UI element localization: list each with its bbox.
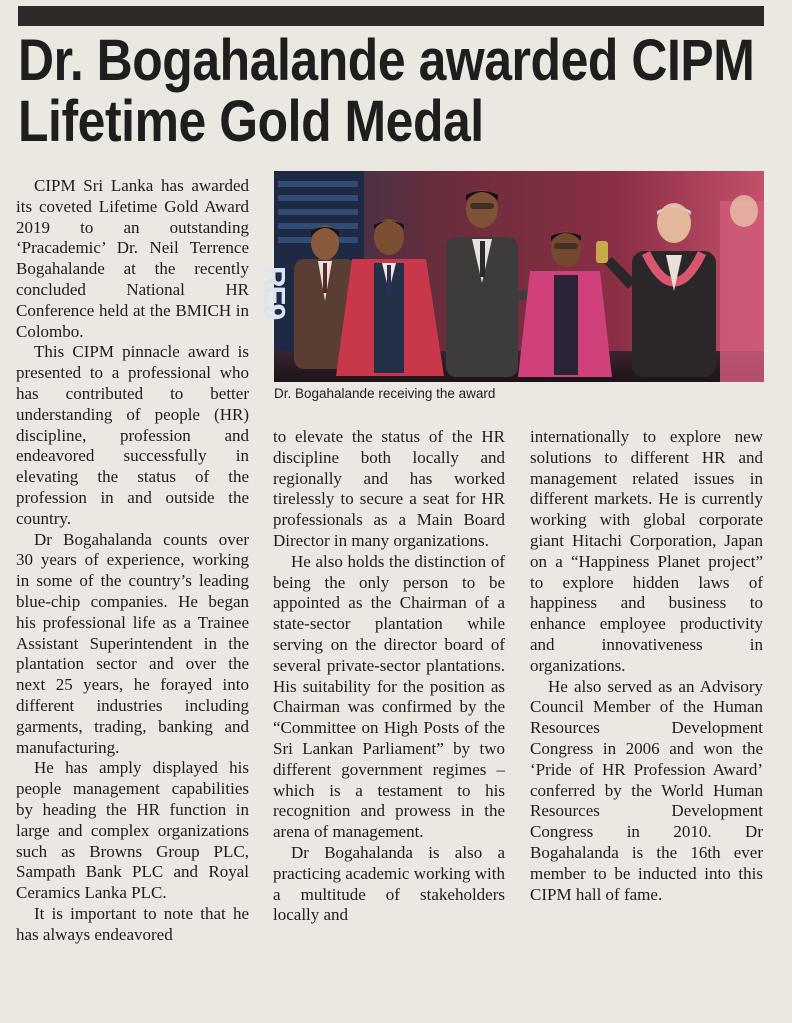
paragraph: CIPM Sri Lanka has awarded its coveted Lifetime Gold Award 2019 to an outstanding ‘Pracademic’ Dr. Neil Terrence Bogahalande at the recently concluded National HR Conference held at the BMICH in Colombo.	[16, 176, 249, 341]
award-photo-illustration	[257, 171, 764, 382]
photo-caption: Dr. Bogahalande receiving the award	[274, 386, 496, 401]
headline-line-2: Lifetime Gold Medal	[18, 89, 484, 154]
article-column-1	[16, 176, 249, 945]
backdrop-text: RE9	[257, 266, 291, 319]
paragraph: Dr Bogahalanda counts over 30 years of experience, working in some of the country’s leading blue-chip companies. He began his professional life as a Trainee Assistant Superintendent in the plantation sector and over the next 25 years, he forayed into different industries including garments, trading, banking and manufacturing.	[16, 529, 249, 757]
paragraph: He also holds the distinction of being the only person to be appointed as the Chairman of a state-sector plantation while serving on the director board of several private-sector plantations. His suitability for the position as Chairman was confirmed by the “Committee on High Posts of the Sri Lankan Parliament” by two different government regimes – which is a testament to his recognition and prowess in the arena of management.	[273, 551, 505, 842]
paragraph: It is important to note that he has always endeavored	[16, 903, 249, 944]
headline	[18, 28, 755, 154]
paragraph: He also served as an Advisory Council Member of the Human Resources Development Congress in 2006 and won the ‘Pride of HR Profession Award’ conferred by the World Human Resources Development Congress in 2010. Dr Bogahalanda is the 16th ever member to be inducted into this CIPM hall of fame.	[530, 676, 763, 904]
paragraph: This CIPM pinnacle award is presented to a professional who has contributed to better understanding of people (HR) discipline, profession and endeavored successfully in elevating the status of the profession in and outside the country.	[16, 342, 249, 528]
paragraph: to elevate the status of the HR discipline both locally and regionally and has worked tirelessly to secure a seat for HR professionals as a Main Board Director in many organizations.	[273, 427, 505, 550]
headline-line-1: Dr. Bogahalande awarded CIPM	[18, 28, 755, 93]
article-column-2	[273, 427, 505, 926]
paragraph: He has amply displayed his people management capabilities by heading the HR function in large and complex organizations such as Browns Group PLC, Sampath Bank PLC and Royal Ceramics Lanka PLC.	[16, 758, 249, 903]
top-rule	[18, 6, 764, 26]
paragraph: internationally to explore new solutions to different HR and management related issues in different markets. He is currently working with global corporate giant Hitachi Corporation, Japan on a “Happiness Planet project” to explore hidden laws of happiness and business to enhance employee productivity and innovativeness in organizations.	[530, 427, 763, 675]
article-column-3	[530, 427, 763, 905]
award-photo	[257, 171, 764, 382]
paragraph: Dr Bogahalanda is also a practicing academic working with a multitude of stakeholders locally and	[273, 842, 505, 925]
